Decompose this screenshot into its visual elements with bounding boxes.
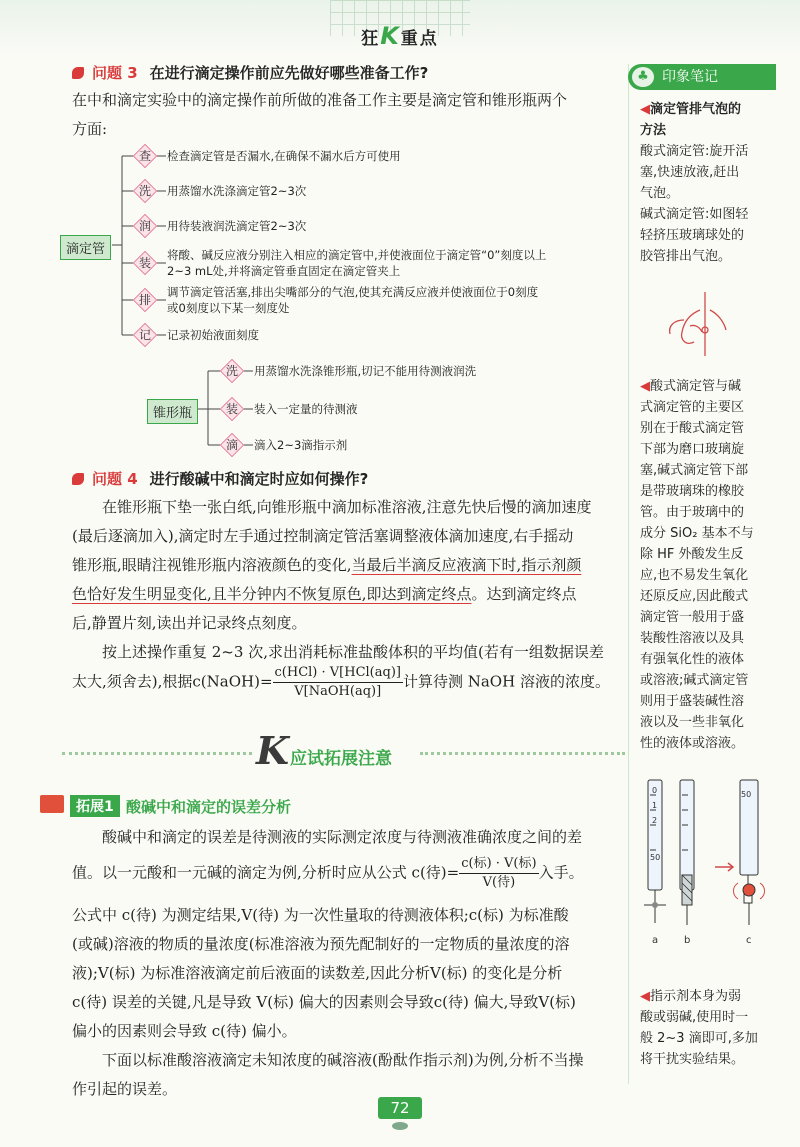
step-diamond-char: 装 [225, 402, 238, 416]
note1-line: 碱式滴定管:如图轻 [640, 207, 749, 222]
note2-line: 除 HF 外酸发生反 [640, 547, 744, 562]
sidebar-note-3 [640, 986, 770, 1070]
step-diamond-record [134, 324, 156, 346]
step-diamond-char: 滴 [225, 438, 238, 452]
step-diamond-flask-wash [221, 360, 243, 382]
burette-figure [640, 775, 790, 950]
step-diamond-check [134, 145, 156, 167]
ext1-line3: 公式中 c(待) 为测定结果,V(待) 为一次性量取的待测液体积;c(标) 为标准酸 [72, 906, 569, 924]
note2-line: 塞,碱式滴定管下部 [640, 463, 749, 478]
ext1-title: 酸碱中和滴定的误差分析 [126, 798, 292, 816]
formula-lhs: c(NaOH)= [192, 672, 273, 691]
elephant-icon: ♣ [632, 67, 654, 87]
burette-step-5 [167, 284, 538, 316]
flask-box: 锥形瓶 [147, 399, 198, 424]
note2-line: 是带玻璃珠的橡胶 [640, 484, 745, 499]
step-diamond-flask-fill [221, 398, 243, 420]
formula-naoh-denominator: V[NaOH(aq)] [294, 684, 382, 699]
q4-heading [72, 468, 368, 489]
header-title-pre: 狂 [361, 29, 381, 49]
note3-line: 将干扰实验结果。 [640, 1052, 745, 1067]
leaf-bullet-icon [72, 473, 84, 485]
q4-label: 问题 4 [92, 470, 138, 488]
q4-line7-b: 计算待测 NaOH 溶液的浓度。 [402, 672, 610, 691]
ext1-line2-a: 值。以一元酸和一元碱的滴定为例,分析时应从公式 c(待)= [72, 863, 460, 882]
note1-line: 轻挤压玻璃球处的 [640, 228, 745, 243]
ext1-tag: 拓展1 [70, 795, 120, 817]
q3-para2: 方面: [72, 120, 108, 138]
formula-error [459, 855, 538, 892]
burette-step-4-line1: 将酸、碱反应液分别注入相应的滴定管中,并使液面位于滴定管“0”刻度以上 [167, 248, 547, 262]
burette-step-3: 用待装液润洗滴定管2~3次 [167, 219, 307, 233]
note1-title-line1: 滴定管排气泡的 [650, 102, 742, 117]
ext1-line6: c(待) 误差的关键,凡是导致 V(标) 偏大的因素则会导致c(待) 偏大,导致V(标) [72, 993, 576, 1011]
flask-step-2: 装入一定量的待测液 [254, 402, 358, 416]
step-diamond-char: 洗 [225, 364, 238, 378]
book-icon [40, 795, 64, 813]
section-title: 应试拓展注意 [290, 749, 392, 769]
note1-line: 塞,快速放液,赶出 [640, 165, 740, 180]
note2-line: 有强氧化性的液体 [640, 652, 745, 667]
q4-line1: 在锥形瓶下垫一张白纸,向锥形瓶中滴加标准溶液,注意先快后慢的滴加速度 [102, 498, 592, 516]
ext1-line9: 作引起的误差。 [72, 1080, 178, 1098]
note2-line: 下部为磨口玻璃旋 [640, 442, 745, 457]
ext1-line2 [72, 855, 632, 892]
q4-line3-a: 锥形瓶,眼睛注视锥形瓶内溶液颜色的变化, [72, 556, 352, 574]
burette-step-6: 记录初始液面刻度 [167, 328, 259, 342]
burette-box: 滴定管 [60, 235, 111, 260]
q4-line3 [72, 551, 624, 580]
q4-title: 进行酸碱中和滴定时应如何操作? [149, 470, 369, 488]
q4-key-sentence-1: 当最后半滴反应液滴下时,指示剂颜 [351, 556, 582, 574]
q4-line4 [72, 580, 624, 609]
flask-step-3: 滴入2~3滴指示剂 [254, 438, 348, 452]
note1-line: 酸式滴定管:旋开活 [640, 144, 749, 159]
note2-line: 性的液体或溶液。 [640, 736, 745, 751]
formula-error-denominator: V(待) [482, 875, 516, 890]
note2-line: 装酸性溶液以及具 [640, 631, 745, 646]
sidebar-note-2 [640, 376, 770, 754]
step-diamond-rinse [134, 215, 156, 237]
note2-line: 滴定管一般用于盛 [640, 610, 745, 625]
formula-naoh [273, 664, 403, 701]
ext1-line8: 下面以标准酸溶液滴定未知浓度的碱溶液(酚酞作指示剂)为例,分析不当操 [102, 1051, 584, 1069]
ext1-line2-b: 入手。 [538, 863, 584, 882]
flask-step-1: 用蒸馏水洗涤锥形瓶,切记不能用待测液润洗 [254, 364, 477, 378]
note2-line: 则用于盛装碱性溶 [640, 694, 745, 709]
note-marker-icon: ◀ [640, 379, 650, 394]
note1-line: 胶管排出气泡。 [640, 249, 732, 264]
scale-label: 50 [650, 853, 661, 862]
sidebar-note-1 [640, 99, 770, 267]
header-title-post: 重点 [400, 29, 439, 49]
header-title-k: K [380, 22, 401, 50]
ext1-line5: 液);V(标) 为标准溶液滴定前后液面的读数差,因此分析V(标) 的变化是分析 [72, 964, 563, 982]
note2-line: 式滴定管的主要区 [640, 400, 745, 415]
note2-line: 应,也不易发生氧化 [640, 568, 749, 583]
step-diamond-fill [134, 252, 156, 274]
section-divider-right [420, 752, 625, 755]
burette-step-2: 用蒸馏水洗涤滴定管2~3次 [167, 184, 307, 198]
step-diamond-expel [134, 289, 156, 311]
burette-step-5-line2: 或0刻度以下某一刻度处 [167, 301, 290, 315]
step-diamond-char: 润 [138, 219, 151, 233]
q4-line5: 后,静置片刻,读出并记录终点刻度。 [72, 614, 307, 632]
figure-label-b: b [684, 935, 691, 946]
note-marker-icon: ◀ [640, 989, 650, 1004]
note3-line: 般 2~3 滴即可,多加 [640, 1031, 758, 1046]
scale-label: 0 [652, 786, 658, 795]
note2-line: 成分 SiO₂ 基本不与 [640, 526, 754, 541]
note2-line: 酸式滴定管与碱 [650, 379, 742, 394]
note2-line: 还原反应,因此酸式 [640, 589, 749, 604]
formula-error-numerator: c(标) · V(标) [459, 855, 538, 874]
note2-line: 管。由于玻璃中的 [640, 505, 745, 520]
hand-squeeze-illustration [660, 290, 750, 360]
q4-key-sentence-2: 色恰好发生明显变化,且半分钟内不恢复原色,即达到滴定终点 [72, 585, 472, 603]
q4-line7 [72, 664, 632, 701]
burette-step-1: 检查滴定管是否漏水,在确保不漏水后方可使用 [167, 149, 401, 163]
step-diamond-char: 排 [138, 293, 151, 307]
step-diamond-char: 洗 [138, 184, 151, 198]
q4-line7-a: 太大,须舍去),根据 [72, 672, 193, 691]
ext1-line4: (或碱)溶液的物质的量浓度(标准溶液为预先配制好的一定物质的量浓度的溶 [72, 935, 570, 953]
burette-step-4 [167, 247, 546, 279]
scale-label: 50 [741, 790, 752, 799]
q4-line4-b: 。达到滴定终点 [471, 585, 577, 603]
q3-label: 问题 3 [92, 64, 138, 82]
q4-line2: (最后逐滴加入),滴定时左手通过控制滴定管活塞调整液体滴加速度,右手摇动 [72, 527, 574, 545]
note2-line: 或溶液;碱式滴定管 [640, 673, 749, 688]
sidebar-header-title: 印象笔记 [662, 69, 718, 85]
bird-icon [392, 1122, 408, 1130]
scale-label: 2 [652, 816, 658, 825]
step-diamond-char: 记 [138, 328, 151, 342]
q3-title: 在进行滴定操作前应先做好哪些准备工作? [149, 64, 429, 82]
note3-line: 指示剂本身为弱 [650, 989, 742, 1004]
step-diamond-flask-drop [221, 434, 243, 456]
figure-label-c: c [746, 935, 752, 946]
note2-line: 液以及一些非氧化 [640, 715, 745, 730]
ext1-line1: 酸碱中和滴定的误差是待测液的实际测定浓度与待测液准确浓度之间的差 [102, 828, 583, 846]
sidebar-divider [628, 64, 629, 1084]
note2-line: 别在于酸式滴定管 [640, 421, 745, 436]
ext1-line7: 偏小的因素则会导致 c(待) 偏小。 [72, 1022, 297, 1040]
step-diamond-char: 查 [138, 149, 151, 163]
note1-line: 气泡。 [640, 186, 680, 201]
burette-step-5-line1: 调节滴定管活塞,排出尖嘴部分的气泡,使其充满反应液并使液面位于0刻度 [167, 285, 539, 299]
page-number: 72 [378, 1097, 422, 1119]
burette-step-4-line2: 2~3 mL处,并将滴定管垂直固定在滴定管夹上 [167, 264, 401, 278]
note1-title-line2: 方法 [640, 123, 667, 138]
note-marker-icon: ◀ [640, 102, 650, 117]
note3-line: 酸或弱碱,使用时一 [640, 1010, 749, 1025]
step-diamond-char: 装 [138, 256, 151, 270]
formula-naoh-numerator: c(HCl) · V[HCl(aq)] [273, 664, 403, 683]
step-diamond-wash [134, 180, 156, 202]
section-divider-left [62, 752, 252, 755]
section-k-logo: K [256, 728, 290, 773]
figure-label-a: a [652, 935, 659, 946]
q4-line6: 按上述操作重复 2~3 次,求出消耗标准盐酸体积的平均值(若有一组数据误差 [102, 643, 604, 661]
q3-para1: 在中和滴定实验中的滴定操作前所做的准备工作主要是滴定管和锥形瓶两个 [72, 91, 568, 109]
scale-label: 1 [652, 801, 658, 810]
